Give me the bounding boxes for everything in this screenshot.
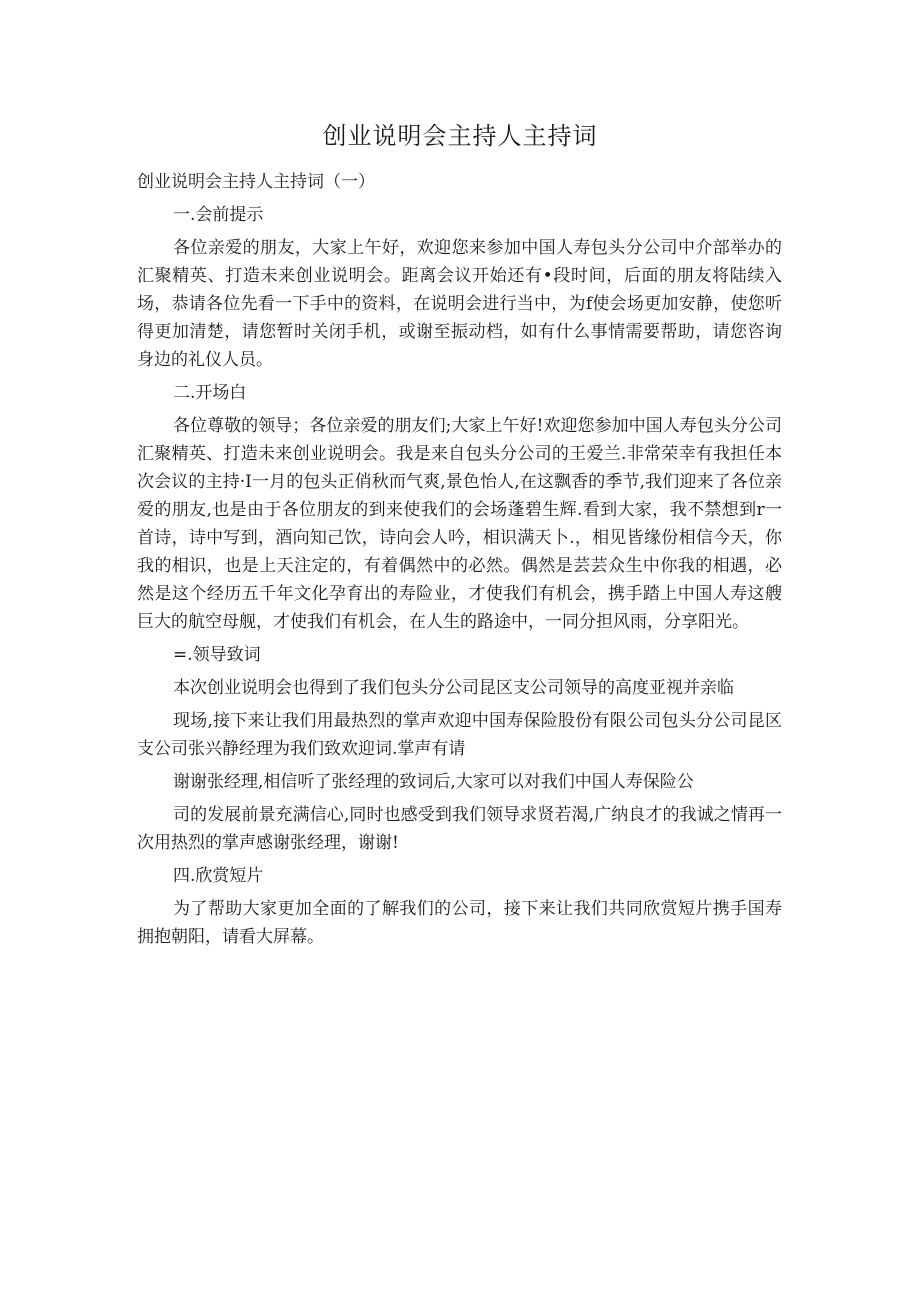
paragraph-opening: 各位尊敬的领导；各位亲爱的朋友们;大家上午好!欢迎您参加中国人寿包头分公司汇聚精英、打造未来创业说明会。我是来自包头分公司的王爱兰.非常荣幸有我担任本次会议的主持·I一月的包头正俏秋而气爽,景色怡人,在这飘香的季节,我们迎来了各位亲爱的朋友,也是由于各位朋友的到来使我们的会场蓬碧生辉.看到大家，我不禁想到r一首诗，诗中写到，酒向知己饮，诗向会人吟，相识满天卜.，相见皆缘份相信今天，你我的相识，也是上天注定的，有着偶然中的必然。偶然是芸芸众生中你我的相遇，必然是这个经历五千年文化孕育出的寿险业，才使我们有机会，携手踏上中国人寿这艘巨大的航空母舰，才使我们有机会，在人生的路途中，一同分担风雨，分享阳光。	[137, 416, 782, 632]
paragraph-leader-speech-2: 现场,接下来让我们用最热烈的掌声欢迎中国寿保险股份有限公司包头分公司昆区支公司张兴静经理为我们致欢迎词.掌声有请	[137, 711, 782, 759]
section-heading-short-film: 四.欣赏短片	[173, 866, 264, 886]
paragraph-leader-speech-1: 本次创业说明会也得到了我们包头分公司昆区支公司领导的高度亚视并亲临	[173, 678, 734, 698]
document-body	[137, 168, 782, 956]
section-heading-pre-meeting: 一.会前提示	[173, 205, 264, 225]
paragraph-pre-meeting: 各位亲爱的朋友，大家上午好，欢迎您来参加中国人寿包头分公司中介部举办的汇聚精英、打造未来创业说明会。距离会议开始还有•段时间，后面的朋友将陆续入场，恭请各位先看一下手中的资料，在说明会进行当中，为f使会场更加安静，使您听得更加清楚，请您暂时关闭手机，或谢至振动档，如有什么事情需要帮助，请您咨询身边的礼仪人员。	[137, 238, 782, 370]
section-heading-opening: 二.开场白	[173, 383, 247, 403]
paragraph-leader-speech-3: 谢谢张经理,相信听了张经理的致词后,大家可以对我们中国人寿保险公	[173, 772, 694, 792]
document-subtitle: 创业说明会主持人主持词（一）	[137, 172, 375, 192]
paragraph-leader-speech-4: 司的发展前景充满信心,同时也感受到我们领导求贤若渴,广纳良才的我诚之情再一次用热烈的掌声感谢张经理，谢谢!	[137, 805, 782, 853]
document-title: 创业说明会主持人主持词	[322, 122, 598, 150]
paragraph-short-film: 为了帮助大家更加全面的了解我们的公司，接下来让我们共同欣赏短片携手国寿拥抱朝阳，请看大屏幕。	[137, 899, 782, 947]
section-heading-leader-speech: =.领导致词	[173, 645, 261, 665]
